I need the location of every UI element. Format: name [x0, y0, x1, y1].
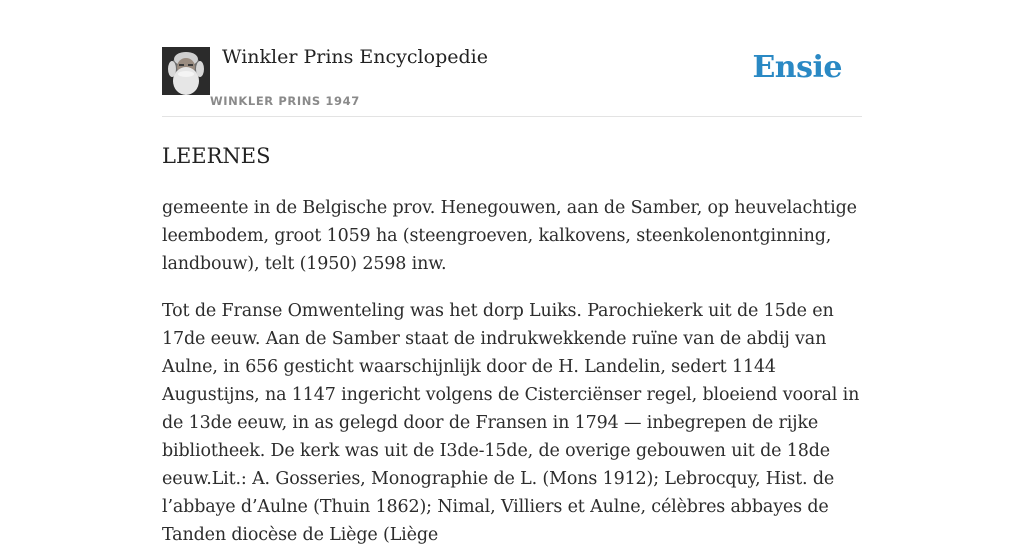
- site-header: [162, 0, 862, 117]
- article-title: LEERNES: [162, 144, 271, 168]
- brand-logo-link[interactable]: Ensie: [752, 50, 842, 85]
- site-subtitle[interactable]: WINKLER PRINS 1947: [210, 94, 360, 108]
- author-avatar[interactable]: [162, 47, 210, 95]
- article-paragraph-1: gemeente in de Belgische prov. Henegouwen, aan de Samber, op heuvelachtige leembodem, groot 1059 ha (steengroeven, kalkovens, steenkolenontginning, landbouw), telt (1950) 2598 inw.: [162, 198, 857, 274]
- content-column: [162, 0, 862, 549]
- bearded-man-portrait-icon: [162, 47, 210, 95]
- article-paragraph-2: Tot de Franse Omwenteling was het dorp Luiks. Parochiekerk uit de 15de en 17de eeuw. Aan de Samber staat de indrukwekkende ruïne van de abdij van Aulne, in 656 gesticht waarschijnlijk door de H. Landelin, sedert 1144 Augustijns, na 1147 ingericht volgens de Cisterciënser regel, bloeiend vooral in de 13de eeuw, in as gelegd door de Fransen in 1794 — inbegrepen de rijke bibliotheek. De kerk was uit de I3de-15de, de overige gebouwen uit de 18de eeuw.Lit.: A. Gosseries, Monographie de L. (Mons 1912); Lebrocquy, Hist. de l’abbaye d’Aulne (Thuin 1862); Nimal, Villiers et Aulne, célèbres abbayes de Tanden diocèse de Liège (Liège: [162, 301, 860, 545]
- site-title[interactable]: Winkler Prins Encyclopedie: [222, 46, 488, 68]
